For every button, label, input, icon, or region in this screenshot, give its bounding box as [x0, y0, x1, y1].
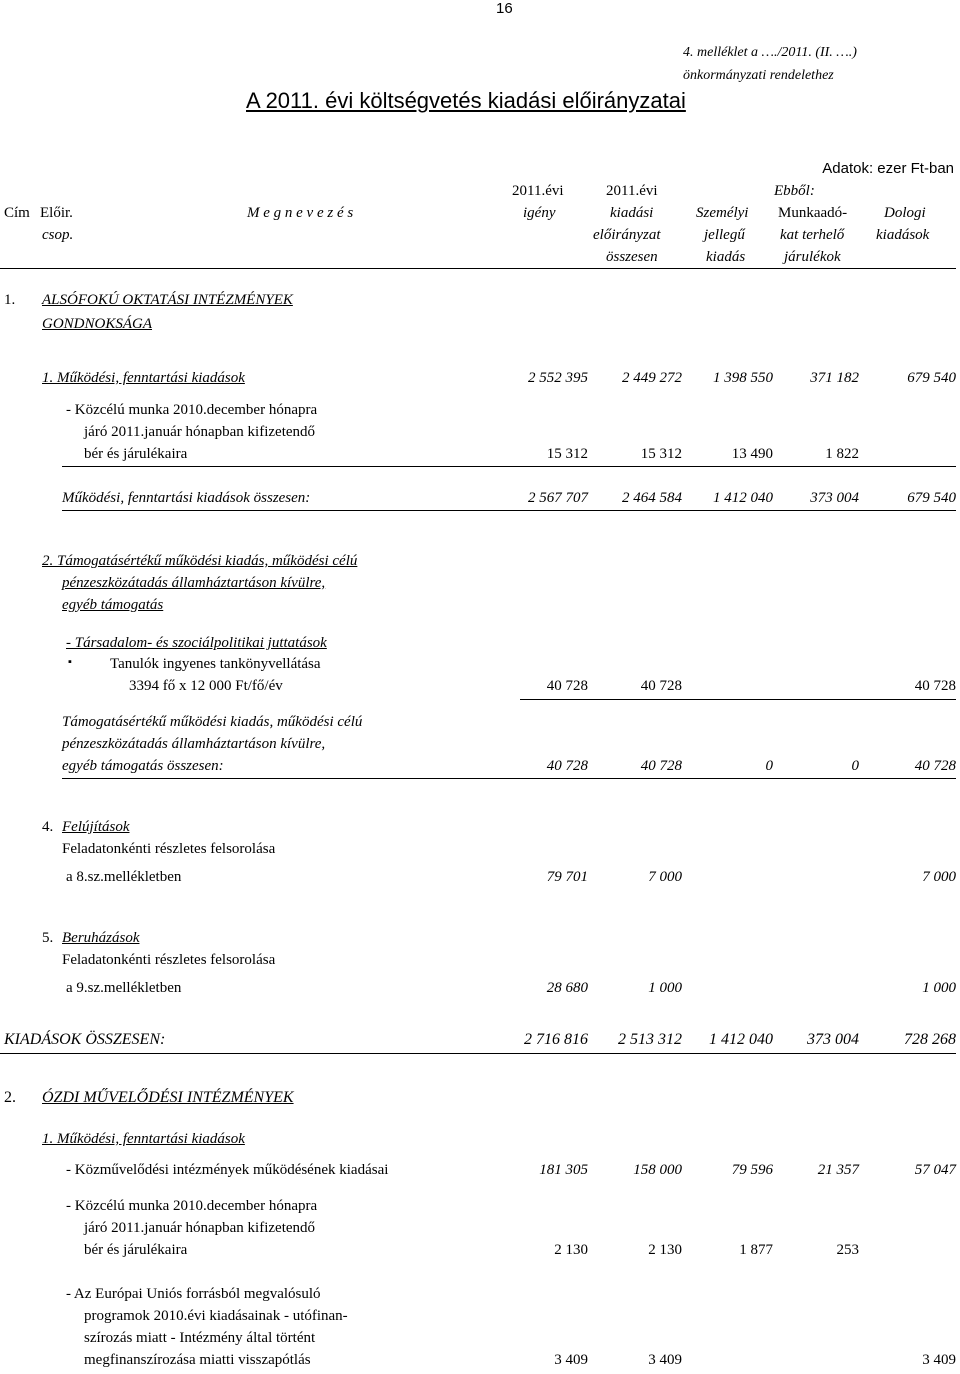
s1-bullet-icon: ▪ — [68, 656, 72, 668]
col1-header-line1: 2011.évi — [512, 183, 564, 199]
s1-transfer-rule — [520, 699, 956, 700]
section-2-title: ÓZDI MŰVELŐDÉSI INTÉZMÉNYEK — [42, 1089, 294, 1106]
s1-transfer-heading-line1: 2. Támogatásértékű működési kiadás, működési célú — [42, 553, 358, 569]
col5-header-line1: Dologi — [884, 205, 926, 221]
cim-header: Cím — [4, 205, 30, 221]
s2-kozcelu-line1: - Közcélú munka 2010.december hónapra — [66, 1198, 318, 1214]
col2-header-line1: 2011.évi — [606, 183, 658, 199]
s1-transfer-bullet: Tanulók ingyenes tankönyvellátása — [110, 656, 321, 672]
s2-kozcelu-line3: bér és járulékaira — [84, 1242, 188, 1258]
s1-grand-total-val5: 728 268 — [904, 1031, 956, 1048]
s1-operating-total-val5: 679 540 — [907, 490, 956, 506]
s1-operating-total-rule — [62, 510, 956, 511]
ebbol-header: Ebből: — [774, 183, 815, 199]
page-number: 16 — [496, 0, 513, 17]
page-title: A 2011. évi költségvetés kiadási előirányzatai — [246, 88, 686, 113]
s1-transfer-total-val4: 0 — [851, 758, 859, 774]
s1-grand-total-val3: 1 412 040 — [709, 1031, 773, 1048]
s1-renovation-val5: 7 000 — [922, 869, 956, 885]
s1-kozcelu-val4: 1 822 — [825, 446, 859, 462]
s1-transfer-val5: 40 728 — [914, 678, 956, 694]
col3-header-line3: kiadás — [706, 249, 746, 265]
s2-eu-val5: 3 409 — [922, 1352, 956, 1368]
s2-kozcelu-val4: 253 — [836, 1242, 859, 1258]
s1-transfer-total-val1: 40 728 — [546, 758, 588, 774]
col2-header-line2: kiadási — [610, 205, 654, 221]
s1-renovation-number: 4. — [42, 819, 54, 835]
annex-reference-line1: 4. melléklet a …./2011. (II. ….) — [683, 45, 857, 60]
s1-operating-total-val2: 2 464 584 — [622, 490, 682, 506]
col5-header-line2: kiadások — [876, 227, 930, 243]
s1-kozcelu-val3: 13 490 — [731, 446, 773, 462]
s1-renovation-desc: Feladatonkénti részletes felsorolása — [62, 841, 276, 857]
section-1-number: 1. — [4, 292, 16, 308]
s1-renovation-title: Felújítások — [62, 819, 130, 835]
s2-eu-line3: szírozás miatt - Intézmény által történt — [84, 1330, 316, 1346]
s1-transfer-calc: 3394 fő x 12 000 Ft/fő/év — [129, 678, 283, 694]
section-1-title-line2: GONDNOKSÁGA — [42, 316, 153, 332]
header-rule — [0, 268, 956, 269]
s1-investment-number: 5. — [42, 930, 54, 946]
s2-kozcelu-val3: 1 877 — [739, 1242, 773, 1258]
eloir-header: Előir. — [40, 205, 73, 221]
s1-transfer-total-val3: 0 — [765, 758, 773, 774]
s1-operating-val2: 2 449 272 — [622, 370, 682, 386]
s1-operating-val3: 1 398 550 — [713, 370, 773, 386]
s2-eu-line1: - Az Európai Uniós forrásból megvalósuló — [66, 1286, 321, 1302]
s1-renovation-ref: a 8.sz.mellékletben — [66, 869, 182, 885]
s1-investment-val5: 1 000 — [922, 980, 956, 996]
s1-investment-val1: 28 680 — [546, 980, 588, 996]
s1-grand-total-val1: 2 716 816 — [524, 1031, 588, 1048]
s1-kozcelu-rule — [62, 466, 956, 467]
s1-transfer-total-line1: Támogatásértékű működési kiadás, működési célú — [62, 714, 363, 730]
s1-transfer-total-val2: 40 728 — [640, 758, 682, 774]
s2-kozcelu-val2: 2 130 — [648, 1242, 682, 1258]
col2-header-line4: összesen — [606, 249, 658, 265]
s1-renovation-val1: 79 701 — [546, 869, 588, 885]
s1-transfer-val1: 40 728 — [546, 678, 588, 694]
s1-investment-title: Beruházások — [62, 930, 140, 946]
s2-culture-val3: 79 596 — [731, 1162, 773, 1178]
s2-eu-line4: megfinanszírozása miatti visszapótlás — [84, 1352, 311, 1368]
s1-transfer-total-val5: 40 728 — [914, 758, 956, 774]
s1-grand-total-val4: 373 004 — [807, 1031, 859, 1048]
s2-culture-val4: 21 357 — [817, 1162, 859, 1178]
col3-header-line1: Személyi — [696, 205, 749, 221]
s1-kozcelu-line3: bér és járulékaira — [84, 446, 188, 462]
s1-operating-total-val4: 373 004 — [810, 490, 859, 506]
col3-header-line2: jellegű — [704, 227, 745, 243]
s1-renovation-val2: 7 000 — [648, 869, 682, 885]
units-note: Adatok: ezer Ft-ban — [822, 160, 954, 177]
col1-header-line2: igény — [523, 205, 556, 221]
s1-investment-desc: Feladatonkénti részletes felsorolása — [62, 952, 276, 968]
csop-header: csop. — [42, 227, 74, 243]
s1-operating-total-val3: 1 412 040 — [713, 490, 773, 506]
s1-transfer-heading-line3: egyéb támogatás — [62, 597, 164, 613]
s1-kozcelu-line2: járó 2011.január hónapban kifizetendő — [84, 424, 316, 440]
s1-operating-total-label: Működési, fenntartási kiadások összesen: — [62, 490, 311, 506]
s1-operating-val4: 371 182 — [810, 370, 859, 386]
s1-grand-total-label: KIADÁSOK ÖSSZESEN: — [4, 1031, 166, 1048]
s1-operating-val1: 2 552 395 — [528, 370, 588, 386]
s2-culture-val5: 57 047 — [914, 1162, 956, 1178]
s1-transfer-total-line3: egyéb támogatás összesen: — [62, 758, 224, 774]
s1-grand-total-rule — [0, 1053, 956, 1054]
col4-header-line2: kat terhelő — [780, 227, 845, 243]
megnevezes-header: M e g n e v e z é s — [247, 205, 354, 221]
s1-transfer-total-line2: pénzeszközátadás államháztartáson kívülre, — [62, 736, 326, 752]
s2-eu-line2: programok 2010.évi kiadásainak - utófinan- — [84, 1308, 348, 1324]
annex-reference-line2: önkormányzati rendelethez — [683, 68, 834, 83]
s1-kozcelu-val2: 15 312 — [640, 446, 682, 462]
s2-eu-val1: 3 409 — [554, 1352, 588, 1368]
s2-eu-val2: 3 409 — [648, 1352, 682, 1368]
s1-transfer-heading-line2: pénzeszközátadás államháztartáson kívülre, — [62, 575, 326, 591]
col4-header-line3: járulékok — [784, 249, 841, 265]
s1-operating-total-val1: 2 567 707 — [528, 490, 588, 506]
s2-culture-val1: 181 305 — [539, 1162, 588, 1178]
col2-header-line3: előirányzat — [593, 227, 661, 243]
s2-culture-label: - Közművelődési intézmények működésének kiadásai — [66, 1162, 389, 1178]
s1-investment-ref: a 9.sz.mellékletben — [66, 980, 182, 996]
col4-header-line1: Munkaadó- — [778, 205, 848, 221]
s1-grand-total-val2: 2 513 312 — [618, 1031, 682, 1048]
s1-operating-val5: 679 540 — [907, 370, 956, 386]
s1-investment-val2: 1 000 — [648, 980, 682, 996]
s1-transfer-val2: 40 728 — [640, 678, 682, 694]
s2-kozcelu-line2: járó 2011.január hónapban kifizetendő — [84, 1220, 316, 1236]
s2-operating-heading: 1. Működési, fenntartási kiadások — [42, 1131, 245, 1147]
s1-kozcelu-line1: - Közcélú munka 2010.december hónapra — [66, 402, 318, 418]
s2-kozcelu-val1: 2 130 — [554, 1242, 588, 1258]
section-1-title-line1: ALSÓFOKÚ OKTATÁSI INTÉZMÉNYEK — [42, 292, 293, 308]
s1-operating-heading: 1. Működési, fenntartási kiadások — [42, 370, 245, 386]
s1-transfer-sub: - Társadalom- és szociálpolitikai juttatások — [66, 635, 327, 651]
s1-transfer-total-rule — [62, 778, 956, 779]
section-2-number: 2. — [4, 1089, 16, 1106]
s2-culture-val2: 158 000 — [633, 1162, 682, 1178]
s1-kozcelu-val1: 15 312 — [546, 446, 588, 462]
